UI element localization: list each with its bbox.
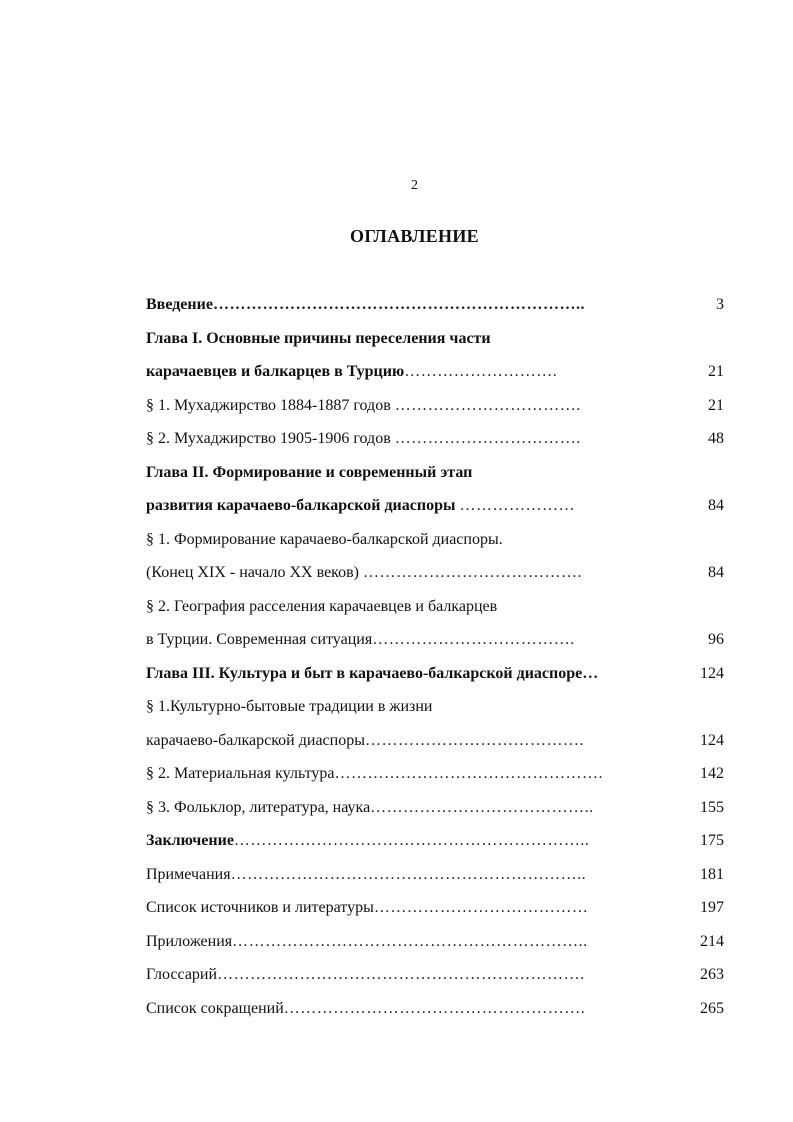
toc-entry-section-2-1-cont[interactable] (146, 556, 724, 590)
toc-entry-label: (Конец XIX - начало XX веков) …………………………………. (146, 564, 583, 581)
toc-entry-page: 155 (700, 798, 724, 816)
toc-entry-glossary[interactable] (146, 958, 724, 992)
toc-entry-page: 263 (700, 966, 724, 983)
toc-entry-label: карачаевцев и балкарцев в Турцию………………………. (146, 363, 558, 380)
toc-entry-label: Глоссарий…………………………………………………………. (146, 966, 585, 983)
toc-entry-conclusion[interactable] (146, 824, 724, 858)
toc-entry-page: 3 (716, 296, 724, 313)
toc-entry-section-2-2[interactable] (146, 590, 724, 624)
toc-entry-label: Глава III. Культура и быт в карачаево-балкарской диаспоре… (146, 664, 599, 682)
toc-entry-page: 214 (700, 932, 724, 950)
toc-entry-section-3-2[interactable] (146, 757, 724, 791)
toc-entry-label: Приложения……………………………………………………….. (146, 932, 588, 950)
toc-entry-label: Заключение……………………………………………………….. (146, 832, 590, 849)
toc-entry-introduction[interactable] (146, 288, 724, 322)
toc-entry-chapter-3[interactable] (146, 657, 724, 691)
toc-entry-chapter-1[interactable] (146, 322, 724, 356)
toc-entry-label: § 2. Материальная культура…………………………………………. (146, 765, 604, 782)
toc-entry-page: 84 (708, 497, 724, 514)
page-number: 2 (411, 178, 418, 193)
toc-entry-label: Список сокращений………………………………………………. (146, 999, 586, 1017)
toc-entry-page: 84 (708, 564, 724, 581)
toc-entry-label: в Турции. Современная ситуация………………………………. (146, 631, 575, 648)
toc-entry-label: § 2. Мухаджирство 1905-1906 годов ……………………………. (146, 430, 581, 447)
toc-entry-label: Введение………………………………………………………….. (146, 296, 585, 313)
toc-entry-page: 142 (700, 765, 724, 782)
toc-entry-label: Глава II. Формирование и современный этап (146, 463, 473, 481)
toc-entry-page: 181 (700, 865, 724, 883)
toc-entry-section-3-1-cont[interactable] (146, 724, 724, 758)
table-of-contents (146, 288, 724, 1025)
toc-entry-chapter-2-cont[interactable] (146, 489, 724, 523)
toc-entry-page: 124 (700, 731, 724, 749)
toc-entry-section-3-1[interactable] (146, 690, 724, 724)
page-title: ОГЛАВЛЕНИЕ (350, 226, 479, 246)
toc-entry-appendices[interactable] (146, 925, 724, 959)
toc-entry-sources[interactable] (146, 891, 724, 925)
toc-entry-chapter-2[interactable] (146, 456, 724, 490)
toc-entry-page: 21 (708, 396, 724, 414)
toc-entry-label: Список источников и литературы………………………………… (146, 899, 589, 916)
toc-entry-abbreviations[interactable] (146, 992, 724, 1026)
toc-entry-page: 21 (708, 363, 724, 380)
toc-entry-label: § 1. Мухаджирство 1884-1887 годов ……………………………. (146, 396, 581, 414)
toc-entry-label: § 1. Формирование карачаево-балкарской диаспоры. (146, 530, 503, 548)
toc-entry-page: 197 (700, 899, 724, 916)
toc-entry-section-2-1[interactable] (146, 523, 724, 557)
toc-entry-label: § 1.Культурно-бытовые традиции в жизни (146, 698, 433, 715)
toc-entry-label: карачаево-балкарской диаспоры…………………………………. (146, 731, 584, 749)
toc-entry-section-1-2[interactable] (146, 422, 724, 456)
toc-entry-page: 265 (700, 999, 724, 1017)
toc-entry-page: 96 (708, 631, 724, 648)
toc-entry-page: 48 (708, 430, 724, 447)
toc-entry-page: 175 (700, 832, 724, 849)
toc-entry-chapter-1-cont[interactable] (146, 355, 724, 389)
toc-entry-label: Глава I. Основные причины переселения части (146, 329, 491, 347)
toc-entry-section-1-1[interactable] (146, 389, 724, 423)
toc-entry-label: Примечания……………………………………………………….. (146, 865, 587, 883)
toc-entry-label: развития карачаево-балкарской диаспоры ………………… (146, 497, 575, 514)
toc-entry-page: 124 (700, 664, 724, 682)
toc-entry-section-2-2-cont[interactable] (146, 623, 724, 657)
toc-entry-notes[interactable] (146, 858, 724, 892)
toc-entry-label: § 3. Фольклор, литература, наука………………………………….. (146, 798, 594, 816)
toc-entry-section-3-3[interactable] (146, 791, 724, 825)
toc-entry-label: § 2. География расселения карачаевцев и балкарцев (146, 597, 498, 615)
